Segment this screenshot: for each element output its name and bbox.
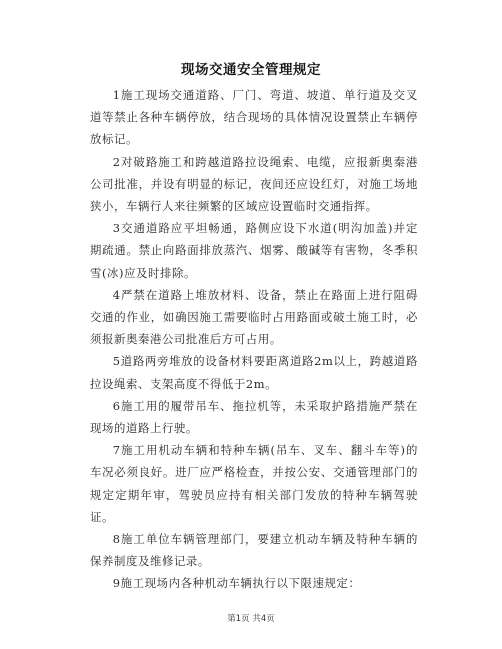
paragraph-6: 6施工用的履带吊车、拖拉机等，未采取护路措施严禁在现场的道路上行驶。: [90, 398, 418, 436]
paragraph-9: 9施工现场内各种机动车辆执行以下限速规定：: [112, 576, 361, 591]
paragraph-1: 1施工现场交通道路、厂门、弯道、坡道、单行道及交叉道等禁止各种车辆停放，结合现场的具体情况设置禁止车辆停放标记。: [90, 88, 418, 147]
paragraph-2: 2对破路施工和跨越道路拉设绳索、电缆，应报新奥秦港公司批准，并设有明显的标记，夜间还应设红灯，对施工场地狭小，车辆行人来往频繁的区域应设置临时交通指挥。: [90, 154, 418, 214]
paragraph-3: 3交通道路应平坦畅通，路侧应设下水道(明沟加盖)并定期疏通。禁止向路面排放蒸汽、烟雾、酸碱等有害物，冬季积雪(冰)应及时排除。: [90, 221, 418, 280]
paragraph-8: 8施工单位车辆管理部门，要建立机动车辆及特种车辆的保养制度及维修记录。: [90, 532, 418, 569]
paragraph-4: 4严禁在道路上堆放材料、设备，禁止在路面上进行阻碍交通的作业，如确因施工需要临时占用路面或破土施工时，必须报新奥秦港公司批准后方可占用。: [90, 287, 418, 347]
document-body: [90, 84, 418, 595]
paragraph-7: 7施工用机动车辆和特种车辆(吊车、叉车、翻斗车等)的车况必须良好。进厂应严格检查，并按公安、交通管理部门的规定定期年审，驾驶员应持有相关部门发放的特种车辆驾驶证。: [90, 443, 418, 524]
page-number-footer: 第1页 共4页: [227, 614, 275, 624]
paragraph-5: 5道路两旁堆放的设备材料要距离道路2m以上，跨越道路拉设绳索、支架高度不得低于2m。: [90, 354, 418, 391]
document-title: 现场交通安全管理规定: [181, 62, 321, 78]
